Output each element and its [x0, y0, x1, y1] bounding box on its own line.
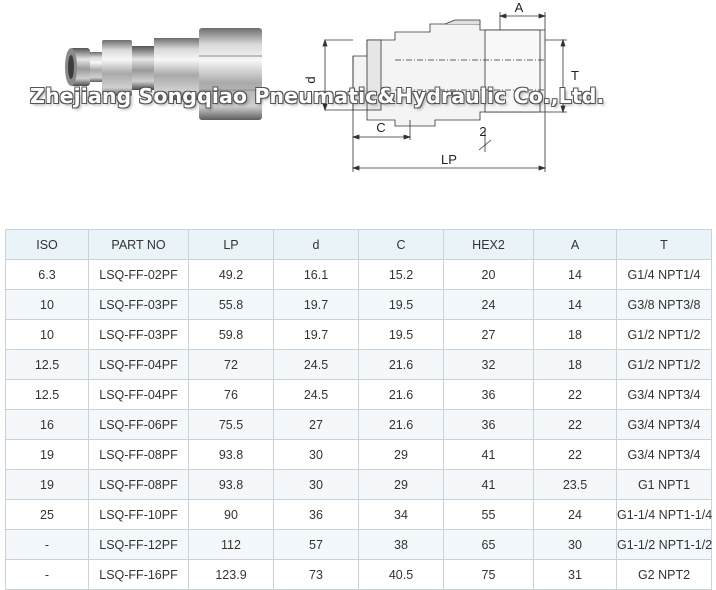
cell-hex2: 41 — [444, 440, 534, 470]
table-header-row — [6, 230, 712, 260]
cell-hex2: 20 — [444, 260, 534, 290]
cell-part-no: LSQ-FF-06PF — [89, 410, 189, 440]
cell-lp: 72 — [189, 350, 274, 380]
cell-t: G1-1/2 NPT1-1/2 — [617, 530, 712, 560]
cell-a: 22 — [534, 410, 617, 440]
dim-label-d: d — [303, 76, 318, 84]
cell-t: G3/4 NPT3/4 — [617, 410, 712, 440]
cell-d: 19.7 — [274, 290, 359, 320]
cell-lp: 49.2 — [189, 260, 274, 290]
cell-iso: 10 — [6, 320, 89, 350]
cell-d: 24.5 — [274, 380, 359, 410]
cell-d: 57 — [274, 530, 359, 560]
spec-table — [5, 229, 712, 590]
cell-d: 30 — [274, 440, 359, 470]
cell-hex2: 41 — [444, 470, 534, 500]
table-body — [6, 260, 712, 590]
cell-c: 21.6 — [359, 410, 444, 440]
cell-t: G1/2 NPT1/2 — [617, 320, 712, 350]
cell-c: 29 — [359, 440, 444, 470]
cell-a: 18 — [534, 320, 617, 350]
cell-lp: 76 — [189, 380, 274, 410]
cell-hex2: 24 — [444, 290, 534, 320]
column-header-t: T — [617, 230, 712, 260]
cell-a: 18 — [534, 350, 617, 380]
cell-iso: 19 — [6, 440, 89, 470]
table-row — [6, 320, 712, 350]
cell-c: 21.6 — [359, 350, 444, 380]
cell-a: 22 — [534, 440, 617, 470]
column-header-hex2: HEX2 — [444, 230, 534, 260]
table-row — [6, 560, 712, 590]
cell-c: 29 — [359, 470, 444, 500]
cell-a: 14 — [534, 290, 617, 320]
cell-lp: 59.8 — [189, 320, 274, 350]
cell-lp: 123.9 — [189, 560, 274, 590]
cell-a: 31 — [534, 560, 617, 590]
cell-part-no: LSQ-FF-08PF — [89, 470, 189, 500]
cell-c: 38 — [359, 530, 444, 560]
column-header-part-no: PART NO — [89, 230, 189, 260]
cell-part-no: LSQ-FF-03PF — [89, 290, 189, 320]
cell-hex2: 55 — [444, 500, 534, 530]
cell-iso: 25 — [6, 500, 89, 530]
cell-c: 19.5 — [359, 290, 444, 320]
table-row — [6, 260, 712, 290]
cell-c: 34 — [359, 500, 444, 530]
cell-t: G3/8 NPT3/8 — [617, 290, 712, 320]
cell-d: 16.1 — [274, 260, 359, 290]
cell-d: 73 — [274, 560, 359, 590]
table-row — [6, 350, 712, 380]
table-row — [6, 500, 712, 530]
cell-iso: 10 — [6, 290, 89, 320]
cell-a: 24 — [534, 500, 617, 530]
cell-t: G3/4 NPT3/4 — [617, 380, 712, 410]
column-header-iso: ISO — [6, 230, 89, 260]
dim-label-hex2: 2 — [479, 124, 487, 139]
cell-part-no: LSQ-FF-16PF — [89, 560, 189, 590]
cell-c: 21.6 — [359, 380, 444, 410]
cell-hex2: 32 — [444, 350, 534, 380]
table-row — [6, 380, 712, 410]
cell-part-no: LSQ-FF-12PF — [89, 530, 189, 560]
table-row — [6, 410, 712, 440]
cell-hex2: 65 — [444, 530, 534, 560]
cell-a: 23.5 — [534, 470, 617, 500]
cell-t: G2 NPT2 — [617, 560, 712, 590]
cell-lp: 90 — [189, 500, 274, 530]
dim-label-c: C — [376, 120, 386, 135]
cell-iso: 6.3 — [6, 260, 89, 290]
cell-c: 15.2 — [359, 260, 444, 290]
cell-c: 19.5 — [359, 320, 444, 350]
cell-iso: 12.5 — [6, 350, 89, 380]
cell-d: 30 — [274, 470, 359, 500]
cell-part-no: LSQ-FF-04PF — [89, 380, 189, 410]
cell-lp: 75.5 — [189, 410, 274, 440]
table-row — [6, 530, 712, 560]
cell-a: 30 — [534, 530, 617, 560]
dim-label-a: A — [514, 0, 524, 15]
cell-d: 36 — [274, 500, 359, 530]
cell-iso: - — [6, 530, 89, 560]
column-header-a: A — [534, 230, 617, 260]
cell-hex2: 75 — [444, 560, 534, 590]
company-watermark: Zhejiang Songqiao Pneumatic&Hydraulic Co.,Ltd. — [30, 84, 605, 108]
cell-d: 24.5 — [274, 350, 359, 380]
cell-lp: 55.8 — [189, 290, 274, 320]
cell-t: G3/4 NPT3/4 — [617, 440, 712, 470]
cell-part-no: LSQ-FF-08PF — [89, 440, 189, 470]
cell-iso: 19 — [6, 470, 89, 500]
cell-part-no: LSQ-FF-03PF — [89, 320, 189, 350]
cell-t: G1 NPT1 — [617, 470, 712, 500]
cell-t: G1-1/4 NPT1-1/4 — [617, 500, 712, 530]
cell-part-no: LSQ-FF-04PF — [89, 350, 189, 380]
cell-hex2: 27 — [444, 320, 534, 350]
table-row — [6, 290, 712, 320]
cell-lp: 93.8 — [189, 440, 274, 470]
cell-lp: 112 — [189, 530, 274, 560]
cell-iso: 12.5 — [6, 380, 89, 410]
table-row — [6, 440, 712, 470]
coupling-photo — [62, 18, 277, 128]
cell-hex2: 36 — [444, 410, 534, 440]
cell-t: G1/2 NPT1/2 — [617, 350, 712, 380]
dim-label-lp: LP — [441, 152, 457, 167]
product-figure — [0, 0, 716, 215]
cell-c: 40.5 — [359, 560, 444, 590]
cell-part-no: LSQ-FF-02PF — [89, 260, 189, 290]
cell-a: 14 — [534, 260, 617, 290]
table-row — [6, 470, 712, 500]
cell-t: G1/4 NPT1/4 — [617, 260, 712, 290]
cell-iso: 16 — [6, 410, 89, 440]
cell-iso: - — [6, 560, 89, 590]
cell-d: 19.7 — [274, 320, 359, 350]
cell-part-no: LSQ-FF-10PF — [89, 500, 189, 530]
column-header-d: d — [274, 230, 359, 260]
column-header-lp: LP — [189, 230, 274, 260]
cell-a: 22 — [534, 380, 617, 410]
cell-lp: 93.8 — [189, 470, 274, 500]
column-header-c: C — [359, 230, 444, 260]
cell-d: 27 — [274, 410, 359, 440]
dim-label-t: T — [571, 68, 579, 83]
cell-hex2: 36 — [444, 380, 534, 410]
